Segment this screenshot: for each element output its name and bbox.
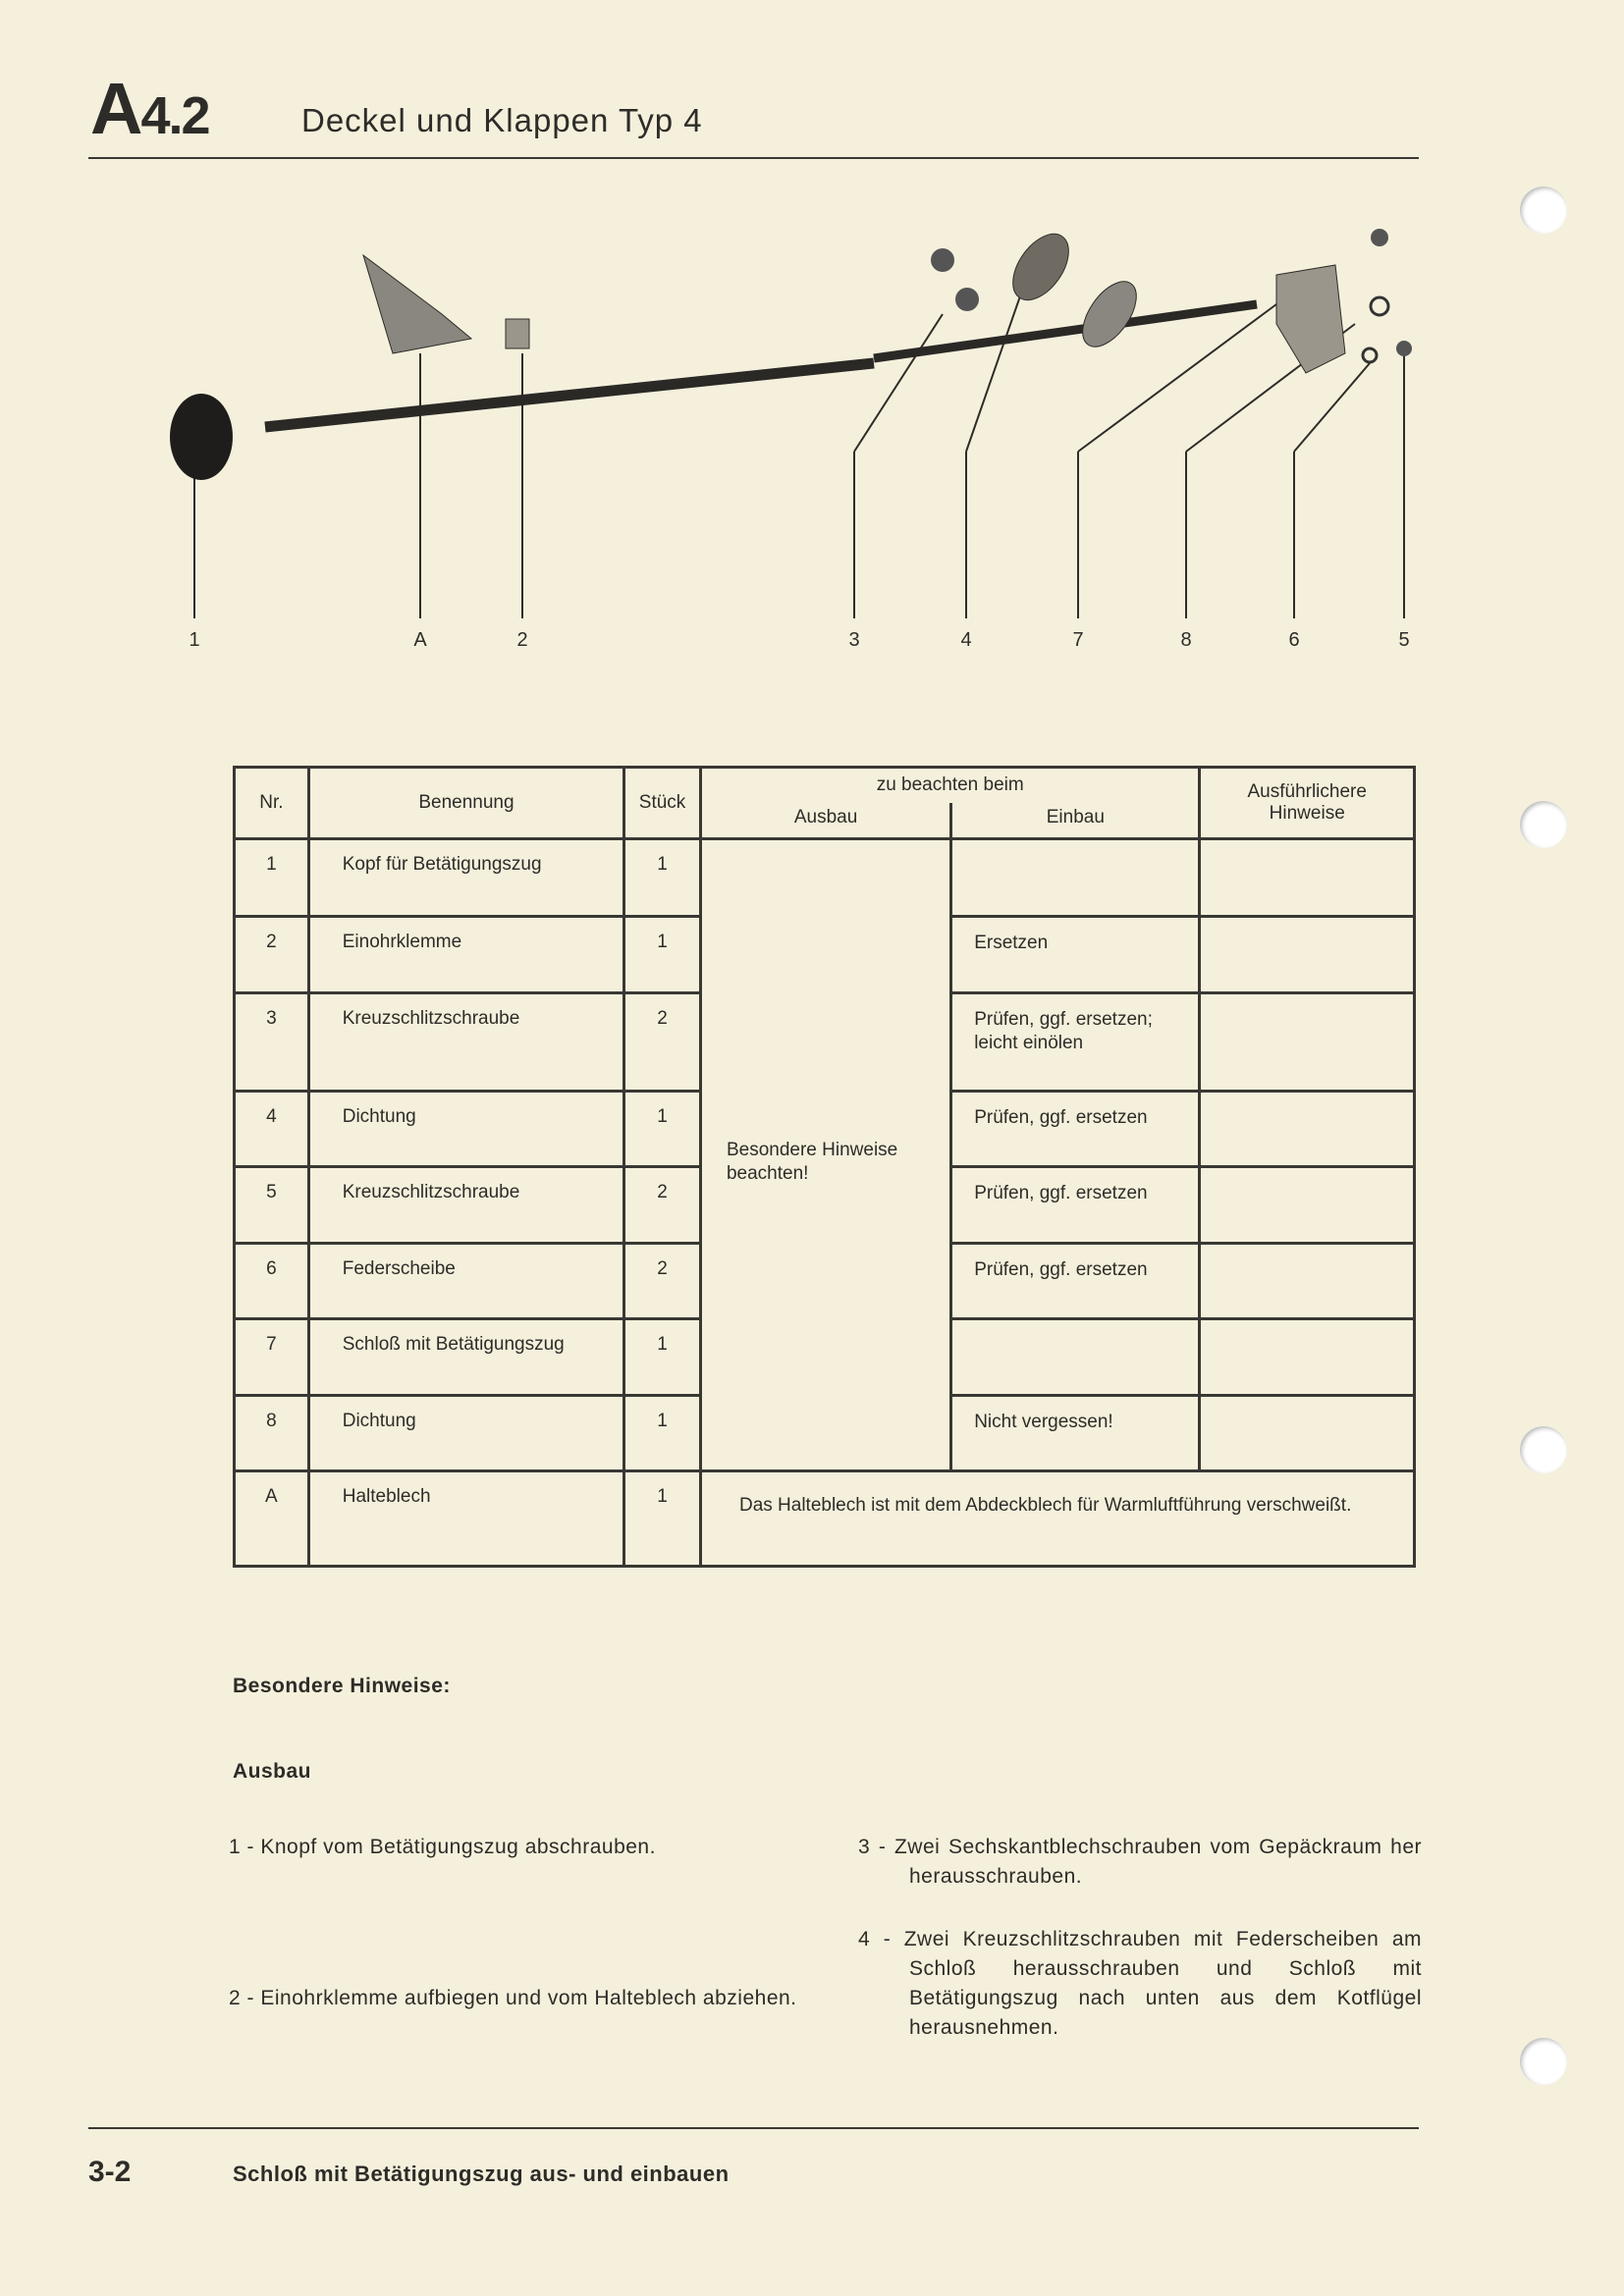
header-removal: Ausbau (700, 803, 950, 839)
row-name: Kreuzschlitzschraube (308, 1167, 623, 1244)
row-name: Dichtung (308, 1092, 623, 1167)
row-qty: 1 (624, 1396, 701, 1471)
row-install (951, 1319, 1200, 1396)
row-name: Halteblech (308, 1471, 623, 1567)
diagram-label: 7 (1072, 629, 1084, 651)
header-group: zu beachten beim (700, 768, 1199, 803)
row-qty: 1 (624, 1319, 701, 1396)
punch-hole (1520, 2038, 1567, 2085)
removal-note: Besondere Hinweise beachten! (700, 839, 950, 1471)
row-notes (1200, 1092, 1415, 1167)
row-nr: 6 (235, 1244, 309, 1319)
step-4 (858, 1925, 1422, 2043)
step-number: 2 - (229, 1987, 255, 2009)
row-name: Federscheibe (308, 1244, 623, 1319)
punch-hole (1520, 801, 1567, 848)
punch-hole (1520, 1426, 1567, 1473)
diagram-label: A (413, 629, 427, 651)
footer-title: Schloß mit Betätigungszug aus- und einbauen (233, 2162, 730, 2186)
step-number: 1 - (229, 1836, 255, 1858)
row-notes (1200, 993, 1415, 1092)
page-title: Deckel und Klappen Typ 4 (301, 102, 703, 138)
row-notes (1200, 1244, 1415, 1319)
step-number: 4 - (858, 1928, 892, 1950)
row-qty: 1 (624, 1471, 701, 1567)
section-subnumber: 4.2 (140, 86, 209, 145)
diagram-label: 2 (516, 629, 528, 651)
row-nr: 8 (235, 1396, 309, 1471)
row-name: Einohrklemme (308, 917, 623, 993)
row-notes (1200, 1396, 1415, 1471)
step-text: Einohrklemme aufbiegen und vom Halteblech abziehen. (260, 1987, 797, 2009)
diagram-label: 8 (1180, 629, 1192, 651)
table-row (235, 1471, 1415, 1567)
row-notes (1200, 917, 1415, 993)
row-install: Prüfen, ggf. ersetzen (951, 1167, 1200, 1244)
table-row (235, 839, 1415, 917)
hints-subtitle: Ausbau (233, 1760, 312, 1783)
page-number: 3-2 (88, 2156, 132, 2188)
footer-rule (88, 2127, 1419, 2129)
row-nr: 7 (235, 1319, 309, 1396)
step-2 (229, 1984, 818, 2013)
row-note: Das Halteblech ist mit dem Abdeckblech für Warmluftführung verschweißt. (700, 1471, 1414, 1567)
step-text: Knopf vom Betätigungszug abschrauben. (260, 1836, 656, 1858)
header-notes: Ausführlichere Hinweise (1200, 768, 1415, 839)
exploded-parts-diagram (0, 0, 1624, 687)
row-qty: 1 (624, 1092, 701, 1167)
step-number: 3 - (858, 1836, 887, 1858)
row-qty: 2 (624, 993, 701, 1092)
row-nr: 3 (235, 993, 309, 1092)
row-nr: 4 (235, 1092, 309, 1167)
row-install: Prüfen, ggf. ersetzen; leicht einölen (951, 993, 1200, 1092)
row-qty: 2 (624, 1167, 701, 1244)
row-qty: 1 (624, 839, 701, 917)
knob-part (170, 394, 233, 480)
row-nr: A (235, 1471, 309, 1567)
step-text: Zwei Kreuzschlitzschrauben mit Federscheiben am Schloß herausschrauben und Schloß mit Betätigungszug nach unten aus dem Kotflügel herausnehmen. (903, 1928, 1422, 2039)
row-nr: 2 (235, 917, 309, 993)
section-letter: A (90, 68, 141, 149)
row-install: Ersetzen (951, 917, 1200, 993)
hints-title: Besondere Hinweise: (233, 1675, 451, 1697)
header-name: Benennung (308, 768, 623, 839)
row-name: Dichtung (308, 1396, 623, 1471)
diagram-label: 6 (1288, 629, 1300, 651)
step-3 (858, 1833, 1422, 1892)
row-install: Prüfen, ggf. ersetzen (951, 1092, 1200, 1167)
step-text: Zwei Sechskantblechschrauben vom Gepäckraum her herausschrauben. (893, 1836, 1422, 1888)
row-nr: 5 (235, 1167, 309, 1244)
diagram-label: 3 (848, 629, 860, 651)
row-install: Prüfen, ggf. ersetzen (951, 1244, 1200, 1319)
row-install (951, 839, 1200, 917)
diagram-label: 1 (189, 629, 200, 651)
row-notes (1200, 839, 1415, 917)
row-qty: 2 (624, 1244, 701, 1319)
row-notes (1200, 1319, 1415, 1396)
parts-table (233, 766, 1416, 1568)
row-name: Schloß mit Betätigungszug (308, 1319, 623, 1396)
row-name: Kopf für Betätigungszug (308, 839, 623, 917)
diagram-label: 4 (960, 629, 972, 651)
diagram-label: 5 (1398, 629, 1410, 651)
header-install: Einbau (951, 803, 1200, 839)
step-1 (229, 1833, 779, 1862)
header-nr: Nr. (235, 768, 309, 839)
row-install: Nicht vergessen! (951, 1396, 1200, 1471)
row-nr: 1 (235, 839, 309, 917)
row-name: Kreuzschlitzschraube (308, 993, 623, 1092)
row-notes (1200, 1167, 1415, 1244)
row-qty: 1 (624, 917, 701, 993)
header-qty: Stück (624, 768, 701, 839)
